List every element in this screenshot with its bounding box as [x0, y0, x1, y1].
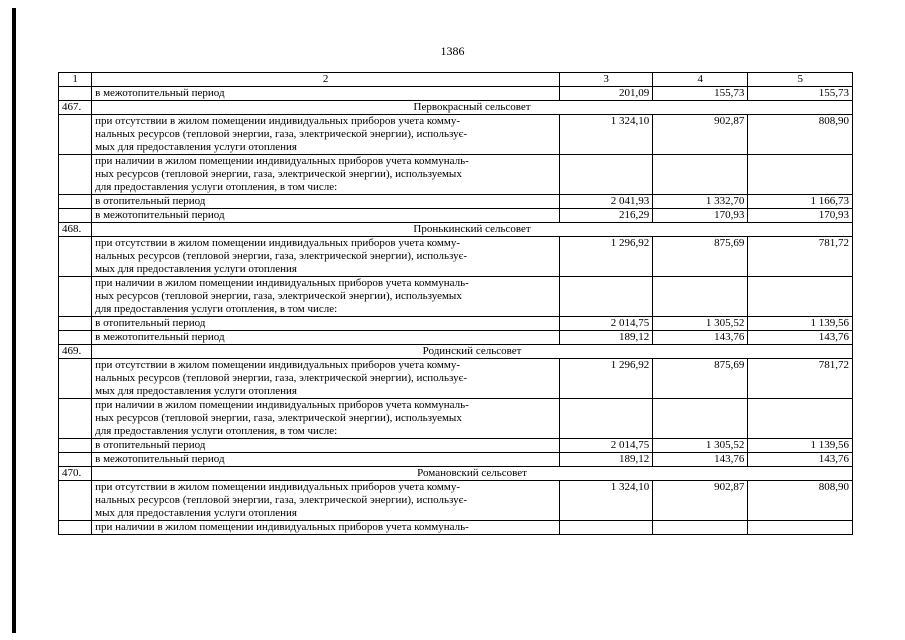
value-cell: 875,69 — [653, 237, 748, 277]
header-cell: 5 — [748, 73, 853, 87]
value-cell: 155,73 — [748, 87, 853, 101]
value-cell: 2 014,75 — [560, 439, 653, 453]
description-cell — [92, 521, 560, 535]
index-cell — [59, 453, 92, 467]
header-cell: 3 — [560, 73, 653, 87]
value-cell: 902,87 — [653, 115, 748, 155]
value-cell — [560, 399, 653, 439]
description-line: при наличии в жилом помещении индивидуальных приборов учета коммуналь- — [95, 277, 469, 289]
table-row — [59, 453, 853, 467]
value-cell: 143,76 — [653, 453, 748, 467]
index-cell — [59, 521, 92, 535]
description-line: мых для предоставления услуги отопления — [95, 507, 297, 519]
header-cell: 4 — [653, 73, 748, 87]
description-line: нальных ресурсов (тепловой энергии, газа, электрической энергии), использує- — [95, 494, 467, 506]
value-cell — [560, 521, 653, 535]
value-cell: 781,72 — [748, 237, 853, 277]
value-cell: 1 305,52 — [653, 317, 748, 331]
description-line: мых для предоставления услуги отопления — [95, 263, 297, 275]
value-cell — [748, 521, 853, 535]
table-row — [59, 209, 853, 223]
description-cell — [92, 155, 560, 195]
value-cell: 2 041,93 — [560, 195, 653, 209]
index-cell — [59, 115, 92, 155]
table-row — [59, 87, 853, 101]
description-line: при отсутствии в жилом помещении индивидуальных приборов учета комму- — [95, 237, 460, 249]
description-line: ных ресурсов (тепловой энергии, газа, электрической энергии), используемых — [95, 290, 462, 302]
description-line: при отсутствии в жилом помещении индивидуальных приборов учета комму- — [95, 115, 460, 127]
description-cell: в отопительный период — [92, 195, 560, 209]
value-cell: 143,76 — [748, 453, 853, 467]
table-row — [59, 439, 853, 453]
value-cell: 143,76 — [653, 331, 748, 345]
table-row — [59, 195, 853, 209]
scan-edge-bar — [12, 8, 16, 633]
value-cell: 143,76 — [748, 331, 853, 345]
section-index: 467. — [59, 101, 92, 115]
value-cell: 170,93 — [653, 209, 748, 223]
description-cell — [92, 481, 560, 521]
description-line: при наличии в жилом помещении индивидуальных приборов учета коммуналь- — [95, 521, 469, 533]
section-row — [59, 223, 853, 237]
index-cell — [59, 87, 92, 101]
index-cell — [59, 331, 92, 345]
index-cell — [59, 317, 92, 331]
table-row — [59, 331, 853, 345]
table-row — [59, 481, 853, 521]
description-cell: в межотопительный период — [92, 453, 560, 467]
value-cell: 216,29 — [560, 209, 653, 223]
value-cell: 781,72 — [748, 359, 853, 399]
section-row — [59, 345, 853, 359]
index-cell — [59, 359, 92, 399]
index-cell — [59, 439, 92, 453]
value-cell: 1 305,52 — [653, 439, 748, 453]
description-cell — [92, 359, 560, 399]
table-row — [59, 521, 853, 535]
value-cell: 1 166,73 — [748, 195, 853, 209]
section-title: Родинский сельсовет — [92, 345, 853, 359]
header-cell: 1 — [59, 73, 92, 87]
value-cell — [653, 521, 748, 535]
table-row — [59, 155, 853, 195]
description-cell — [92, 277, 560, 317]
value-cell — [653, 399, 748, 439]
value-cell: 1 139,56 — [748, 439, 853, 453]
section-index: 469. — [59, 345, 92, 359]
section-index: 470. — [59, 467, 92, 481]
tariff-table — [58, 72, 853, 535]
description-line: ных ресурсов (тепловой энергии, газа, электрической энергии), используемых — [95, 168, 462, 180]
value-cell — [653, 277, 748, 317]
value-cell: 155,73 — [653, 87, 748, 101]
section-title: Первокрасный сельсовет — [92, 101, 853, 115]
description-line: ных ресурсов (тепловой энергии, газа, электрической энергии), используемых — [95, 412, 462, 424]
value-cell: 902,87 — [653, 481, 748, 521]
section-title: Романовский сельсовет — [92, 467, 853, 481]
table-row — [59, 317, 853, 331]
index-cell — [59, 399, 92, 439]
header-cell: 2 — [92, 73, 560, 87]
table-row — [59, 277, 853, 317]
table-row — [59, 237, 853, 277]
value-cell: 1 296,92 — [560, 359, 653, 399]
description-cell: в межотопительный период — [92, 209, 560, 223]
value-cell: 1 139,56 — [748, 317, 853, 331]
table-row — [59, 399, 853, 439]
value-cell: 1 332,70 — [653, 195, 748, 209]
index-cell — [59, 237, 92, 277]
value-cell: 189,12 — [560, 331, 653, 345]
index-cell — [59, 155, 92, 195]
value-cell: 201,09 — [560, 87, 653, 101]
table-row — [59, 115, 853, 155]
description-cell — [92, 237, 560, 277]
description-line: при наличии в жилом помещении индивидуальных приборов учета коммуналь- — [95, 155, 469, 167]
description-cell: в межотопительный период — [92, 331, 560, 345]
section-index: 468. — [59, 223, 92, 237]
value-cell — [653, 155, 748, 195]
section-row — [59, 467, 853, 481]
value-cell — [560, 155, 653, 195]
index-cell — [59, 195, 92, 209]
table-row — [59, 359, 853, 399]
value-cell: 1 296,92 — [560, 237, 653, 277]
value-cell: 189,12 — [560, 453, 653, 467]
description-line: мых для предоставления услуги отопления — [95, 385, 297, 397]
section-row — [59, 101, 853, 115]
description-line: для предоставления услуги отопления, в том числе: — [95, 181, 338, 193]
value-cell: 2 014,75 — [560, 317, 653, 331]
index-cell — [59, 209, 92, 223]
value-cell: 808,90 — [748, 481, 853, 521]
description-line: для предоставления услуги отопления, в том числе: — [95, 303, 338, 315]
page-number: 1386 — [440, 44, 465, 58]
description-line: нальных ресурсов (тепловой энергии, газа, электрической энергии), использує- — [95, 250, 467, 262]
description-line: мых для предоставления услуги отопления — [95, 141, 297, 153]
value-cell: 170,93 — [748, 209, 853, 223]
value-cell — [748, 399, 853, 439]
index-cell — [59, 277, 92, 317]
value-cell — [748, 155, 853, 195]
value-cell: 808,90 — [748, 115, 853, 155]
description-cell — [92, 399, 560, 439]
index-cell — [59, 481, 92, 521]
value-cell: 1 324,10 — [560, 481, 653, 521]
description-line: для предоставления услуги отопления, в том числе: — [95, 425, 338, 437]
description-cell: в отопительный период — [92, 317, 560, 331]
table-header-row — [59, 73, 853, 87]
value-cell — [560, 277, 653, 317]
description-cell — [92, 115, 560, 155]
description-cell: в отопительный период — [92, 439, 560, 453]
description-cell: в межотопительный период — [92, 87, 560, 101]
description-line: при отсутствии в жилом помещении индивидуальных приборов учета комму- — [95, 359, 460, 371]
description-line: при наличии в жилом помещении индивидуальных приборов учета коммуналь- — [95, 399, 469, 411]
description-line: нальных ресурсов (тепловой энергии, газа, электрической энергии), использує- — [95, 128, 467, 140]
value-cell — [748, 277, 853, 317]
value-cell: 875,69 — [653, 359, 748, 399]
description-line: при отсутствии в жилом помещении индивидуальных приборов учета комму- — [95, 481, 460, 493]
description-line: нальных ресурсов (тепловой энергии, газа, электрической энергии), использує- — [95, 372, 467, 384]
section-title: Пронькинский сельсовет — [92, 223, 853, 237]
value-cell: 1 324,10 — [560, 115, 653, 155]
